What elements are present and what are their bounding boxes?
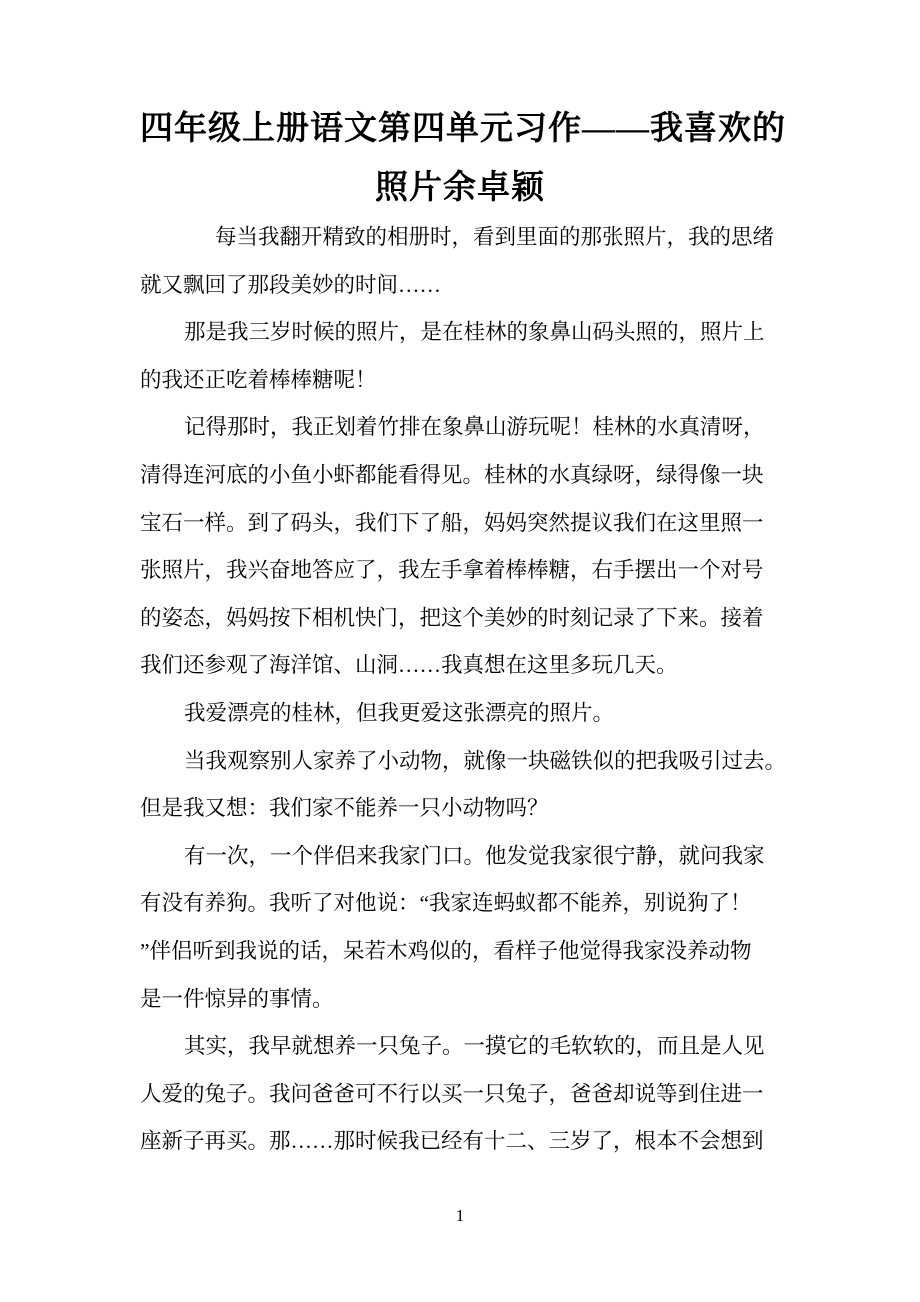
document-body (140, 214, 787, 1166)
text-line: 宝石一样。到了码头，我们下了船，妈妈突然提议我们在这里照一 (140, 510, 764, 535)
paragraph (140, 309, 780, 404)
text-line: 其实，我早就想养一只兔子。一摸它的毛软软的，而且是人见 (184, 1034, 765, 1059)
text-line: 的姿态，妈妈按下相机快门，把这个美妙的时刻记录了下来。接着 (140, 605, 764, 630)
text-line: 那是我三岁时候的照片，是在桂林的象鼻山码头照的，照片上 (184, 320, 765, 345)
text-line: 张照片，我兴奋地答应了，我左手拿着棒棒糖，右手摆出一个对号 (140, 558, 764, 583)
page-number: 1 (455, 1206, 465, 1225)
text-line: 记得那时，我正划着竹排在象鼻山游玩呢！桂林的水真清呀， (184, 415, 765, 440)
text-line: 但是我又想：我们家不能养一只小动物吗？ (140, 796, 549, 821)
paragraph (140, 404, 780, 690)
text-line: 有一次，一个伴侣来我家门口。他发觉我家很宁静，就问我家 (184, 843, 765, 868)
paragraph (140, 214, 780, 309)
text-line: 就又飘回了那段美妙的时间…… (140, 272, 442, 297)
paragraph (140, 738, 787, 833)
text-line: 座新子再买。那……那时候我已经有十二、三岁了，根本不会想到 (140, 1129, 764, 1154)
document-title (140, 0, 786, 218)
title-line: 四年级上册语文第四单元习作——我喜欢的 (140, 111, 786, 147)
text-line: 每当我翻开精致的相册时，看到里面的那张照片，我的思绪 (215, 225, 775, 249)
text-line: 有没有养狗。我听了对他说：“我家连蚂蚁都不能养，别说狗了！ (140, 891, 752, 916)
paragraph (140, 690, 780, 738)
text-line: 我们还参观了海洋馆、山洞……我真想在这里多玩几天。 (140, 653, 678, 678)
text-line: ”伴侣听到我说的话，呆若木鸡似的，看样子他觉得我家没养动物 (140, 938, 752, 963)
paragraph (140, 1023, 780, 1166)
text-line: 人爱的兔子。我问爸爸可不行以买一只兔子，爸爸却说等到住进一 (140, 1081, 764, 1106)
paragraph (140, 833, 780, 1023)
text-line: 清得连河底的小鱼小虾都能看得见。桂林的水真绿呀，绿得像一块 (140, 462, 764, 487)
text-line: 当我观察别人家养了小动物，就像一块磁铁似的把我吸引过去。 (184, 748, 787, 773)
text-line: 的我还正吃着棒棒糖呢！ (140, 367, 377, 392)
text-line: 我爱漂亮的桂林，但我更爱这张漂亮的照片。 (184, 700, 615, 725)
text-line: 是一件惊异的事情。 (140, 986, 334, 1011)
title-line: 照片余卓颖 (375, 170, 545, 206)
